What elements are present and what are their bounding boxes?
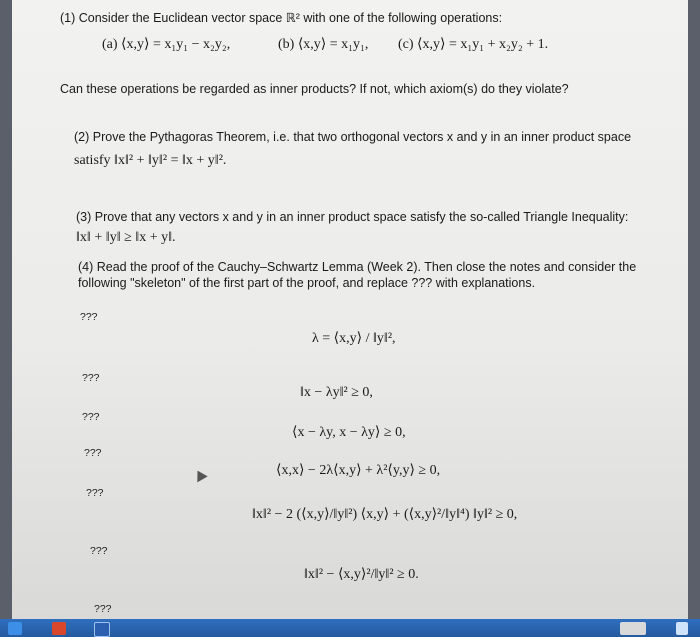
placeholder-3: ??? — [82, 411, 100, 423]
keyboard-icon[interactable] — [620, 622, 646, 635]
document-page — [12, 0, 688, 619]
problem-4-text-line-1: (4) Read the proof of the Cauchy–Schwartz Lemma (Week 2). Then close the notes and consider the — [78, 260, 637, 274]
pythagoras-equation: satisfy ‖x‖² + ‖y‖² = ‖x + y‖². — [74, 153, 227, 168]
proof-step-norm: ‖x − λy‖² ≥ 0, — [300, 385, 373, 400]
triangle-inequality: ‖x‖ + ‖y‖ ≥ ‖x + y‖. — [76, 230, 176, 245]
powerpoint-icon[interactable] — [52, 622, 66, 635]
problem-2-text: (2) Prove the Pythagoras Theorem, i.e. that two orthogonal vectors x and y in an inner product space — [74, 130, 632, 144]
placeholder-6: ??? — [90, 545, 108, 557]
problem-3-text: (3) Prove that any vectors x and y in an inner product space satisfy the so-called Triangle Inequality: — [76, 210, 629, 224]
placeholder-4: ??? — [84, 447, 102, 459]
proof-step-inner: ⟨x − λy, x − λy⟩ ≥ 0, — [292, 425, 406, 440]
word-icon[interactable] — [94, 622, 110, 637]
proof-step-lambda: λ = ⟨x,y⟩ / ‖y‖², — [312, 331, 396, 346]
placeholder-2: ??? — [82, 372, 100, 384]
start-icon[interactable] — [8, 622, 22, 635]
placeholder-5: ??? — [86, 487, 104, 499]
operation-b: (b) ⟨x,y⟩ = x₁y₁, — [278, 37, 369, 52]
flag-icon[interactable] — [676, 622, 688, 635]
problem-4-text-line-2: following "skeleton" of the first part of the proof, and replace ??? with explanations. — [78, 276, 536, 290]
proof-step-final: ‖x‖² − ⟨x,y⟩²/‖y‖² ≥ 0. — [304, 567, 419, 582]
proof-step-expand: ⟨x,x⟩ − 2λ⟨x,y⟩ + λ²⟨y,y⟩ ≥ 0, — [276, 463, 441, 478]
proof-step-substitute: ‖x‖² − 2 (⟨x,y⟩/‖y‖²) ⟨x,y⟩ + (⟨x,y⟩²/‖y‖⁴) ‖y‖² ≥ 0, — [252, 507, 518, 522]
operation-a: (a) ⟨x,y⟩ = x₁y₁ − x₂y₂, — [102, 37, 231, 52]
taskbar — [0, 619, 700, 637]
mouse-cursor-icon — [192, 468, 207, 483]
operation-c: (c) ⟨x,y⟩ = x₁y₁ + x₂y₂ + 1. — [398, 37, 549, 52]
placeholder-7: ??? — [94, 603, 112, 615]
placeholder-1: ??? — [80, 311, 98, 323]
problem-1-text: (1) Consider the Euclidean vector space ℝ² with one of the following operations: — [60, 11, 503, 25]
problem-1-question: Can these operations be regarded as inner products? If not, which axiom(s) do they violate? — [60, 82, 569, 96]
